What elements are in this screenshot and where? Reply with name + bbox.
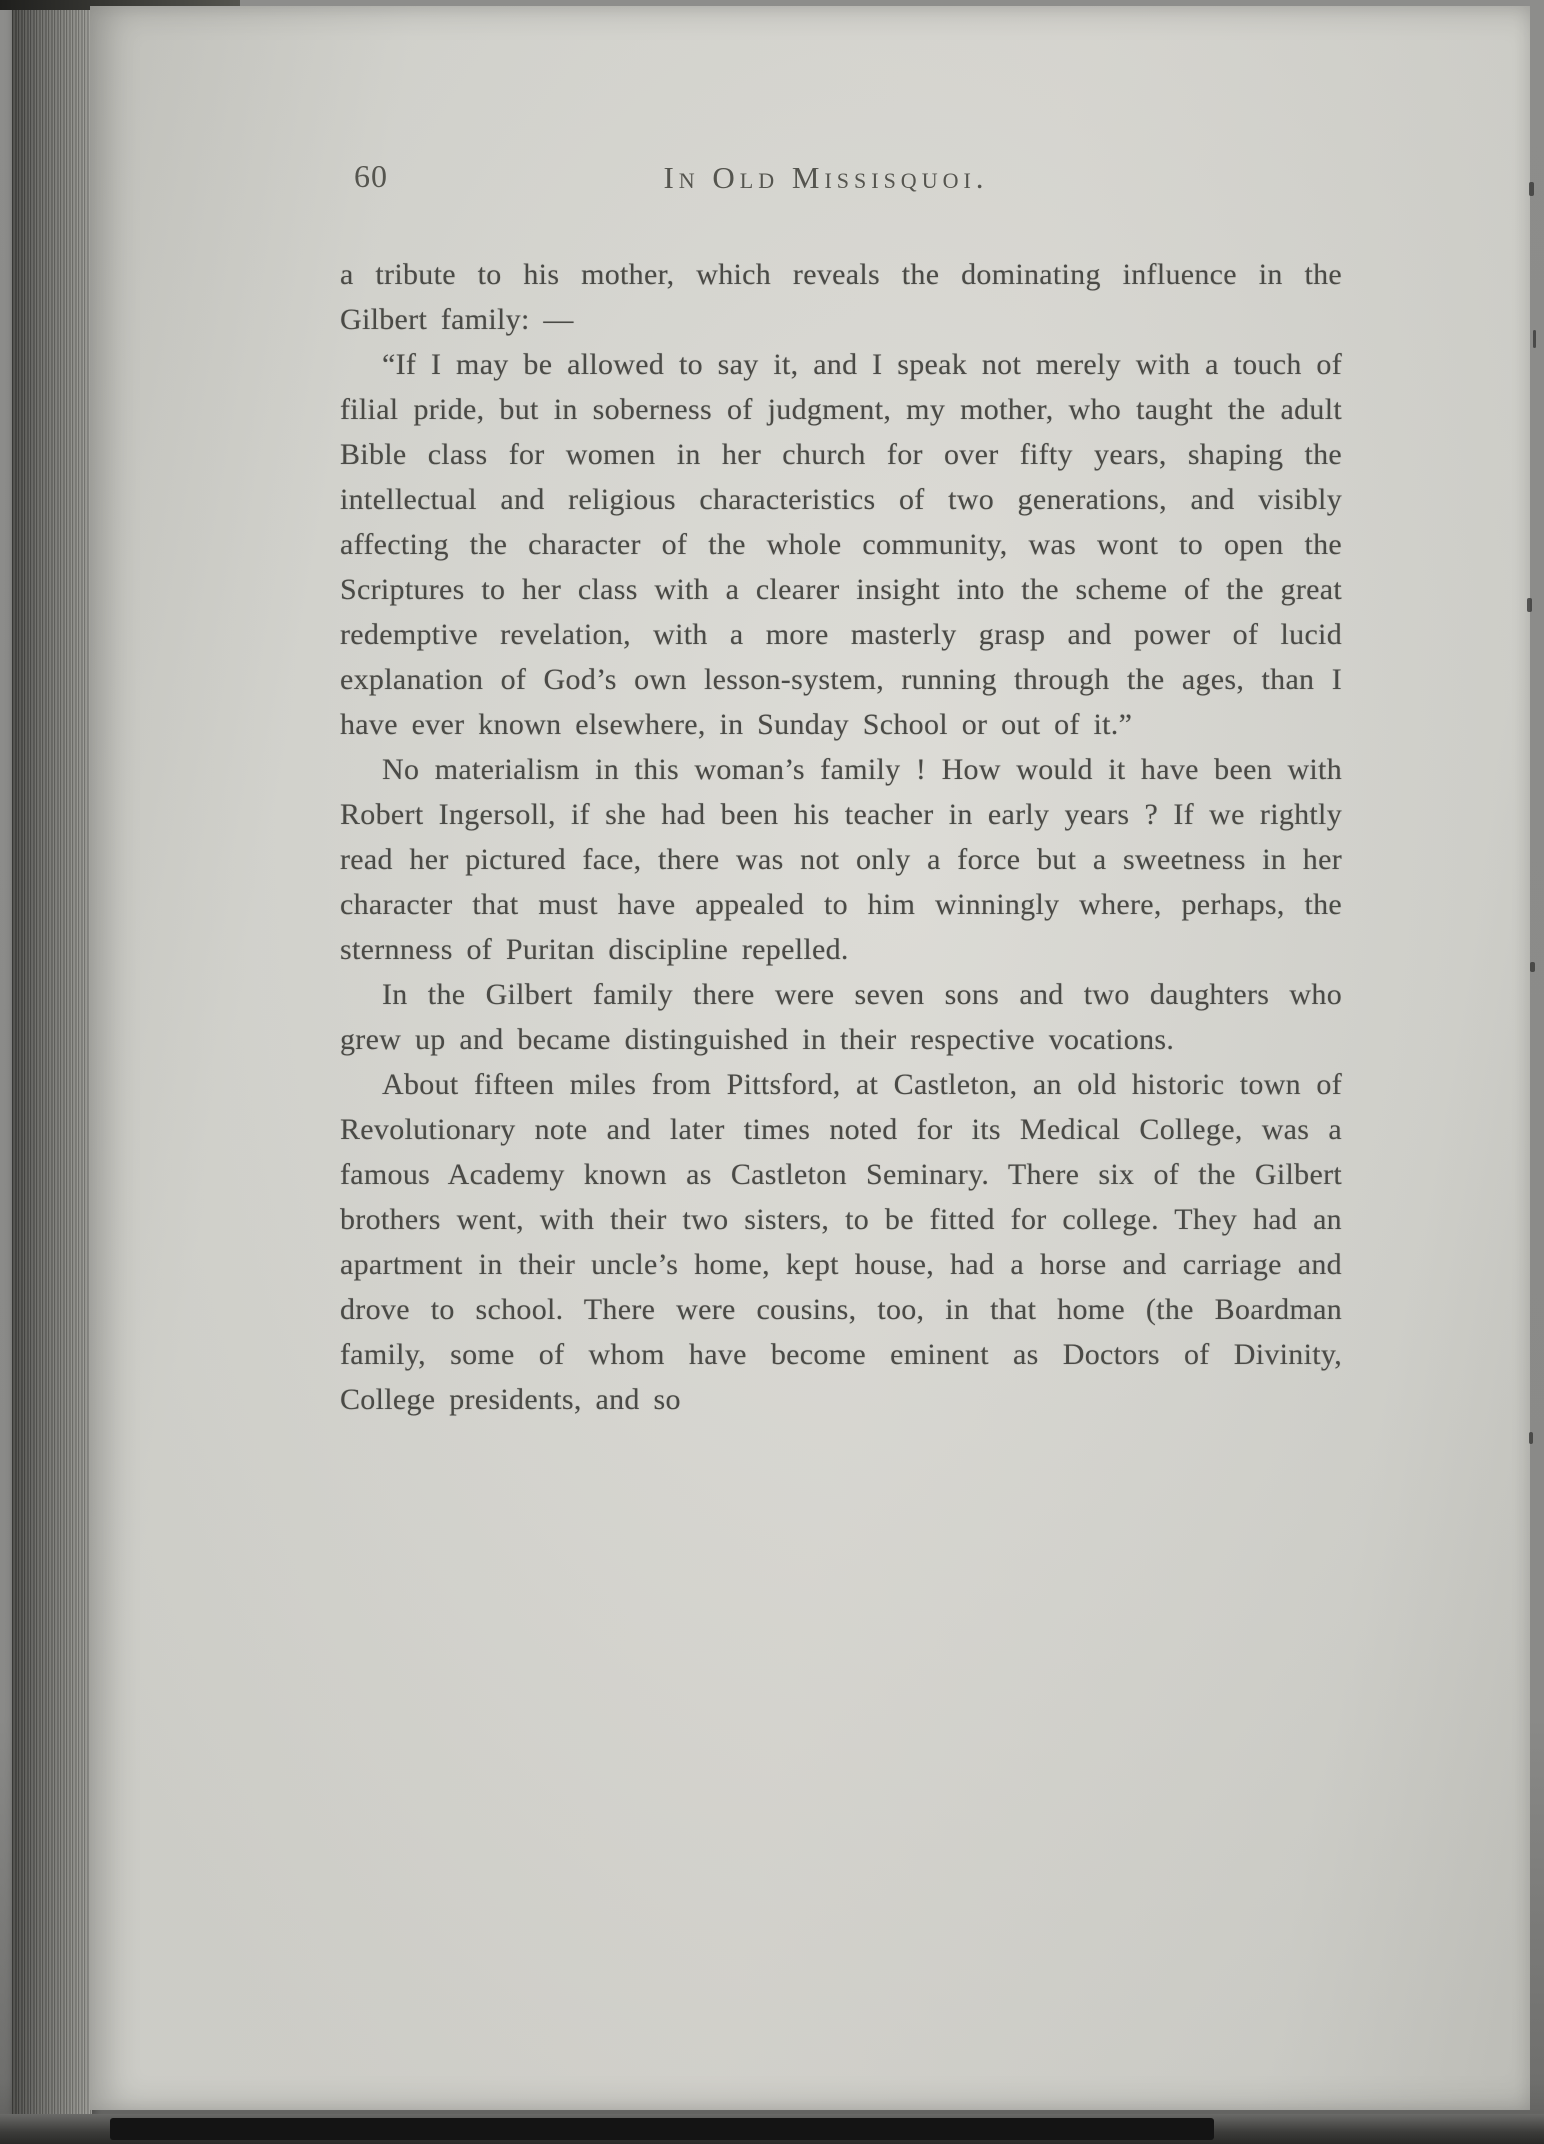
scan-speck [1533,330,1536,348]
paragraph: About fifteen miles from Pittsford, at Castleton, an old historic town of Revolutionary note and later times noted for its Medical College, was a famous Academy known as Castleton Seminary. There six of the Gilbert brothers went, with their two sisters, to be fitted for college. They had an apartment in their uncle’s home, kept house, had a horse and carriage and drove to school. There were cousins, too, in that home (the Boardman family, some of whom have become eminent as Doctors of Divinity, College presidents, and so [340,1068,1342,1416]
page-header-row [340,158,1342,200]
page-number: 60 [354,158,388,194]
running-header: In Old Missisquoi. [663,160,989,195]
page-paper [90,6,1530,2110]
paragraph: No materialism in this woman’s family ! How would it have been with Robert Ingersoll, if she had been his teacher in early years ? If we rightly read her pictured face, there was not only a force but a sweetness in her character that must have appealed to him winningly where, perhaps, the sternness of Puritan discipline repelled. [340,753,1342,966]
scanner-bottom-shadow [110,2118,1214,2140]
scan-speck [1529,182,1534,196]
book-page-edges [12,0,92,2116]
paragraph: In the Gilbert family there were seven sons and two daughters who grew up and became distinguished in their respective vocations. [340,978,1342,1056]
scan-speck [1530,962,1535,972]
page-text [340,158,1342,1422]
scanner-bottom-band [0,2114,1544,2144]
paragraph: “If I may be allowed to say it, and I speak not merely with a touch of filial pride, but in soberness of judgment, my mother, who taught the adult Bible class for women in her church for over fifty years, shaping the intellectual and religious characteristics of two generations, and visibly affecting the character of the whole community, was wont to open the Scriptures to her class with a clearer insight into the scheme of the great redemptive revelation, with a more masterly grasp and power of lucid explanation of God’s own lesson-system, running through the ages, than I have ever known elsewhere, in Sunday School or out of it.” [340,348,1342,741]
paragraph: a tribute to his mother, which reveals the dominating influence in the Gilbert family: — [340,258,1342,336]
scan-speck [1527,598,1532,612]
scan-speck [1529,1432,1533,1444]
